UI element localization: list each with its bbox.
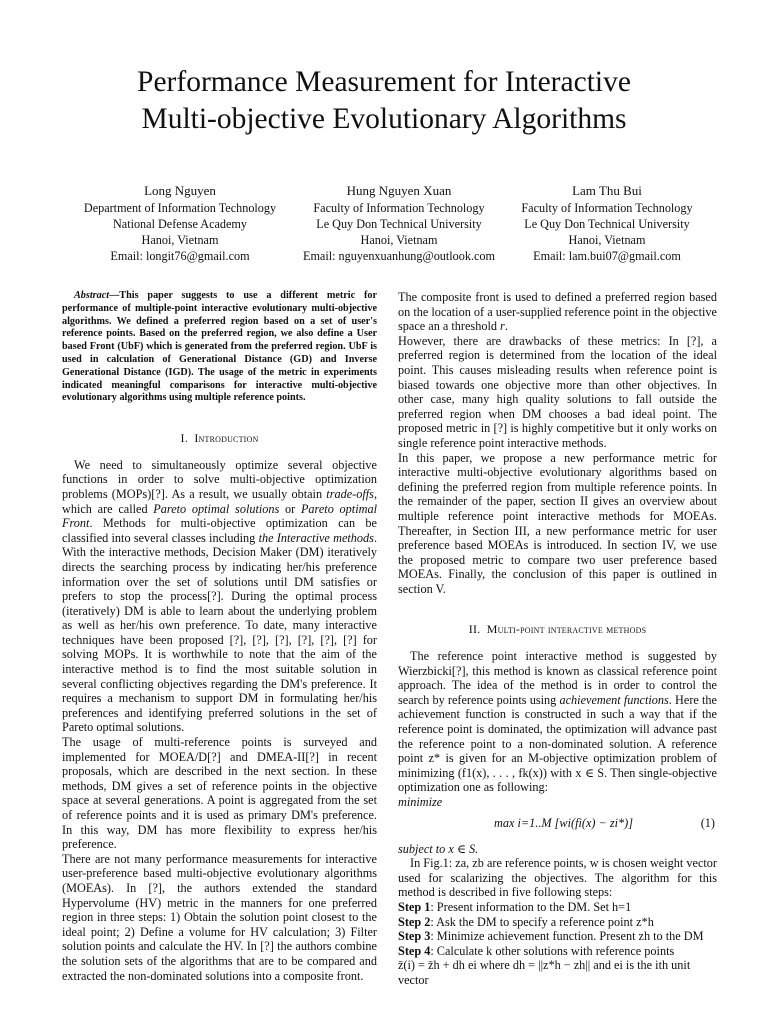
- author-name: Lam Thu Bui: [572, 183, 642, 198]
- step-text: : Minimize achievement function. Present zh to the DM: [430, 929, 704, 944]
- emphasis: trade-offs: [326, 486, 374, 501]
- step-4-formula: z̄(i) = z̄h + dh ei where dh = ||z*h − zh|| and ei is the ith unit: [398, 958, 691, 973]
- right-column: [398, 290, 717, 988]
- section-title: Introduction: [194, 431, 259, 446]
- right-paragraph-2: However, there are drawbacks of these metrics: In [?], a preferred region is determined from the location of the ideal point. This causes misleading results when reference point is biased towards one objective more than other objectives. In other case, many high quality solutions to fall outside the preferred region when DM chooses a bad ideal point. The proposed metric in [?] is highly competitive but it only works on single reference point interactive methods.: [398, 333, 717, 450]
- author-block-3: [512, 183, 702, 264]
- author-affiliation: Faculty of Information Technology: [521, 201, 693, 215]
- right-paragraph-3: In this paper, we propose a new performance metric for interactive multi-objective evolutionary algorithms based on defining the preferred region from multiple reference points. In the remainder of the paper, section II gives an overview about multiple reference point interactive methods for MOEAs. Thereafter, in Section III, a new performance metric for user preference based MOEAs is introduced. In section IV, we use the proposed metric to compare two user preference based MOEAs. Finally, the conclusion of this paper is outlined in section V.: [398, 450, 717, 596]
- abstract-text: —This paper suggests to use a different metric for performance of multiple-point interactive evolutionary multi-objective algorithms. We defined a preferred region based on a set of user's reference points. Based on the preferred region, we also define a User based Front (UbF) which is generated from the preferred region. UbF is used in calculation of Generational Distance (GD) and Inverse Generational Distance (IGD). The usage of the metric in experiments indicated meaningful comparisons for interactive multi-objective evolutionary algorithms using multiple reference points.: [62, 290, 377, 404]
- section-number: I.: [180, 431, 188, 446]
- intro-paragraph-2: The usage of multi-reference points is surveyed and implemented for MOEA/D[?] and DMEA-II[?] in recent proposals, which are described in the next section. In these methods, DM gives a set of reference points in the objective space at several generations. A point is aggregated from the set of reference points and it is used as primary DM's preference. In this way, DM has more flexibility to express her/his preference.: [62, 735, 377, 852]
- emphasis: Pareto optimal Front: [62, 501, 377, 531]
- intro-paragraph-1: [62, 458, 377, 735]
- math-symbol: r: [500, 319, 505, 334]
- author-institution: Le Quy Don Technical University: [524, 217, 690, 231]
- title-line-1: Performance Measurement for Interactive: [137, 66, 631, 98]
- methods-paragraph-1: [398, 649, 717, 795]
- step-label: Step 1: [398, 899, 431, 914]
- text-run: .: [504, 319, 508, 334]
- abstract: [62, 290, 377, 405]
- author-affiliation: Department of Information Technology: [83, 201, 277, 215]
- step-1: [398, 900, 717, 915]
- step-4-formula-end: vector: [398, 972, 429, 987]
- emphasis: Pareto optimal solutions: [153, 501, 280, 516]
- author-location: Hanoi, Vietnam: [360, 233, 438, 247]
- methods-paragraph-2: In Fig.1: za, zb are reference points, w is chosen weight vector used for scalarizing the objectives. The algorithm for this method is described in five following steps:: [398, 856, 717, 900]
- author-location: Hanoi, Vietnam: [141, 233, 219, 247]
- author-block-1: [62, 183, 298, 264]
- step-text: : Present information to the DM. Set h=1: [430, 899, 632, 914]
- minimize-label: minimize: [398, 795, 443, 809]
- section-heading-methods: [398, 622, 717, 637]
- section-number: II.: [468, 622, 481, 637]
- equation-number: (1): [700, 815, 715, 830]
- step-text: : Ask the DM to specify a reference point z*h: [430, 914, 654, 929]
- emphasis: achievement functions: [559, 692, 669, 707]
- section-heading-introduction: [62, 431, 377, 446]
- text-run: We need to simultaneously optimize several objective functions in order to solve multi-objective optimization problems (MOPs)[?]. As a result, we usually obtain: [62, 457, 377, 501]
- text-run: or: [279, 501, 301, 516]
- paper-title: [0, 64, 768, 138]
- abstract-label: Abstract: [74, 290, 110, 301]
- text-run: The reference point interactive method is suggested by Wierzbicki[?], this method is known as classical reference point approach. The idea of the method is in order to control the search by reference points using: [398, 649, 717, 707]
- step-text: : Calculate k other solutions with reference points: [430, 943, 675, 958]
- left-column: [62, 290, 377, 983]
- section-title: Multi-point interactive methods: [486, 622, 647, 637]
- author-name: Long Nguyen: [144, 183, 216, 198]
- equation-1: [398, 810, 717, 840]
- author-institution: Le Quy Don Technical University: [316, 217, 482, 231]
- step-label: Step 4: [398, 943, 431, 958]
- author-email: Email: lam.bui07@gmail.com: [533, 249, 681, 263]
- author-name: Hung Nguyen Xuan: [346, 183, 452, 198]
- intro-paragraph-3: There are not many performance measurements for interactive user-preference based multi-objective evolutionary algorithms (MOEAs). In [?], the authors extended the standard Hypervolume (HV) metric in the manners for one preferred region in three steps: 1) Obtain the solution point closest to the ideal point; 2) Define a volume for HV calculation; 3) Filter solution points and calculate the HV. In [?] the authors combine the solution sets of the algorithms that are to be compared and extracted the non-dominated solutions into a composite front.: [62, 851, 377, 983]
- step-label: Step 2: [398, 914, 431, 929]
- author-email: Email: nguyenxuanhung@outlook.com: [303, 249, 495, 263]
- step-4: [398, 944, 717, 959]
- author-block-2: [292, 183, 506, 264]
- author-institution: National Defense Academy: [112, 217, 247, 231]
- author-affiliation: Faculty of Information Technology: [313, 201, 485, 215]
- step-label: Step 3: [398, 929, 431, 944]
- text-run: . With the interactive methods, Decision Maker (DM) iteratively directs the searching process by indicating her/his preference information over the set of solutions until DM satisfies or prefers to stop the process[?]. During the optimal process (iteratively) DM is able to learn about the underlying problem as well as her/his own preference. To date, many interactive techniques have been proposed [?], [?], [?], [?], [?], [?] for solving MOPs. It is worthwhile to note that the aim of the interactive method is to find the most suitable solution in several conflicting objectives regarding the DM's preference. It requires a mechanism to support DM in formulating her/his preferences and identifying preferred solutions in the set of Pareto optimal solutions.: [62, 530, 377, 735]
- step-3: [398, 929, 717, 944]
- text-run: . Here the achievement function is constructed in such a way that if the reference point is dominated, the optimization will advance past the reference point to a non-dominated solution. A reference point z* is given for an M-objective optimization problem of minimizing (f1(x), . . . , fk(x)) with x ∈ S. Then single-objective optimization one as following:: [398, 692, 717, 795]
- text-run: , which are called: [62, 486, 377, 516]
- author-email: Email: longit76@gmail.com: [110, 249, 250, 263]
- equation-expression: max i=1..M [wi(fi(x) − zi*)]: [494, 815, 634, 830]
- subject-to-line: subject to x ∈ S.: [398, 841, 479, 856]
- step-2: [398, 915, 717, 930]
- right-paragraph-1: [398, 290, 717, 334]
- emphasis: the Interactive methods: [258, 530, 374, 545]
- author-location: Hanoi, Vietnam: [568, 233, 646, 247]
- title-line-2: Multi-objective Evolutionary Algorithms: [141, 103, 627, 135]
- text-run: The composite front is used to defined a preferred region based on the location of a user-supplied reference point in the objective space an a threshold: [398, 290, 717, 334]
- text-run: . Methods for multi-objective optimization can be classified into several classes including: [62, 516, 377, 545]
